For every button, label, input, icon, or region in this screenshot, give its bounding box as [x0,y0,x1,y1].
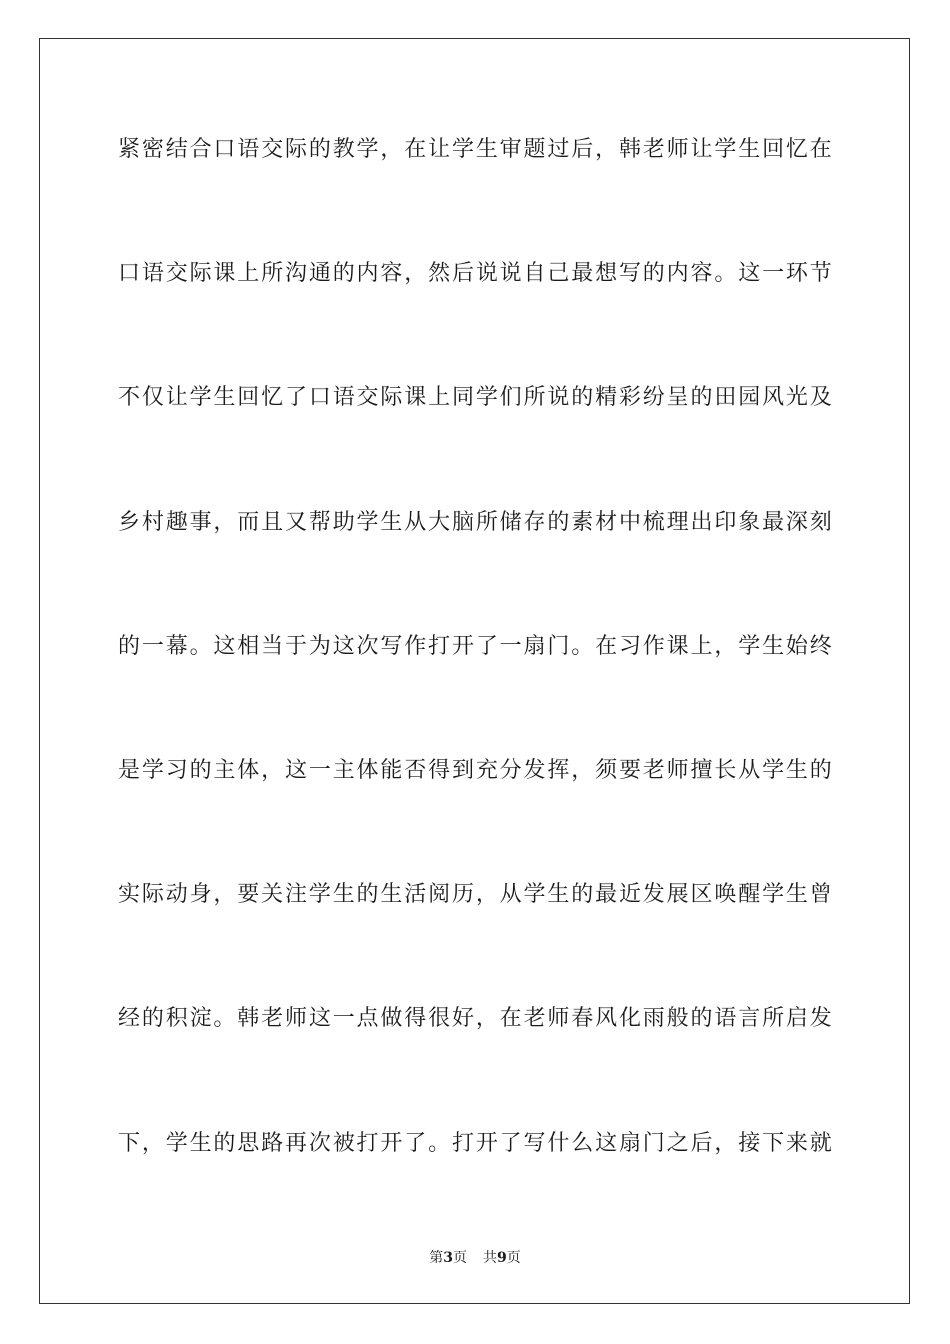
text-line-9: 下，学生的思路再次被打开了。打开了写什么这扇门之后，接下来就 [118,1130,832,1156]
page-total: 9 [497,1250,507,1266]
text-line-6: 是学习的主体，这一主体能否得到充分发挥，须要老师擅长从学生的 [118,757,832,783]
text-line-3: 不仅让学生回忆了口语交际课上同学们所说的精彩纷呈的田园风光及 [118,385,832,411]
body-text [118,128,832,1246]
text-line-5: 的一幕。这相当于为这次写作打开了一扇门。在习作课上，学生始终 [118,633,832,659]
page-number-current: 3 [443,1250,453,1266]
page-total-prefix: 共 [483,1250,497,1266]
page-number-suffix: 页 [453,1250,467,1266]
text-line-7: 实际动身，要关注学生的生活阅历，从学生的最近发展区唤醒学生曾 [118,882,832,908]
text-line-2: 口语交际课上所沟通的内容，然后说说自己最想写的内容。这一环节 [118,261,832,287]
text-line-4: 乡村趣事，而且又帮助学生从大脑所储存的素材中梳理出印象最深刻 [118,509,832,535]
page-footer [0,1248,950,1268]
text-line-8: 经的积淀。韩老师这一点做得很好，在老师春风化雨般的语言所启发 [118,1006,832,1032]
page-total-suffix: 页 [506,1250,521,1266]
text-line-1: 紧密结合口语交际的教学，在让学生审题过后，韩老师让学生回忆在 [118,137,832,162]
page-number-prefix: 第 [429,1250,444,1266]
